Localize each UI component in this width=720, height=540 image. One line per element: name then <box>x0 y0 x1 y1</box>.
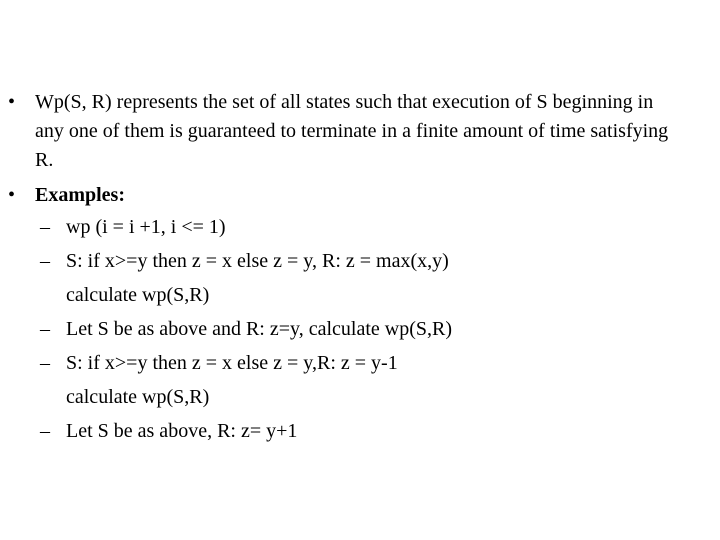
dash-icon: – <box>40 318 50 340</box>
sub-item-3-text: Let S be as above and R: z=y, calculate wp(S,R) <box>66 318 452 340</box>
sub-item-2-line-2: calculate wp(S,R) <box>66 284 210 306</box>
sub-item-4-line-1: S: if x>=y then z = x else z = y,R: z = y-1 <box>66 352 398 374</box>
sub-item-3 <box>0 312 720 346</box>
slide-body <box>0 88 720 448</box>
sub-item-2-line-1: S: if x>=y then z = x else z = y, R: z = max(x,y) <box>66 250 449 272</box>
sub-item-1 <box>0 210 720 244</box>
sub-item-5-text: Let S be as above, R: z= y+1 <box>66 420 298 442</box>
sub-item-1-text: wp (i = i +1, i <= 1) <box>66 216 226 238</box>
bullet-icon: • <box>8 184 16 206</box>
dash-icon: – <box>40 216 50 238</box>
bullet-item-definition <box>0 88 685 175</box>
definition-text: Wp(S, R) represents the set of all states such that execution of S beginning in any one of them is guaranteed to terminate in a finite amount of time satisfying R. <box>35 91 669 171</box>
dash-icon: – <box>40 250 50 272</box>
dash-icon: – <box>40 352 50 374</box>
sub-item-5 <box>0 414 720 448</box>
bullet-icon: • <box>8 91 16 113</box>
sub-item-4-line-2: calculate wp(S,R) <box>66 386 210 408</box>
bullet-item-examples <box>0 181 720 210</box>
sub-item-2 <box>0 244 720 312</box>
dash-icon: – <box>40 420 50 442</box>
examples-heading: Examples: <box>35 184 125 206</box>
sub-item-4 <box>0 346 720 414</box>
